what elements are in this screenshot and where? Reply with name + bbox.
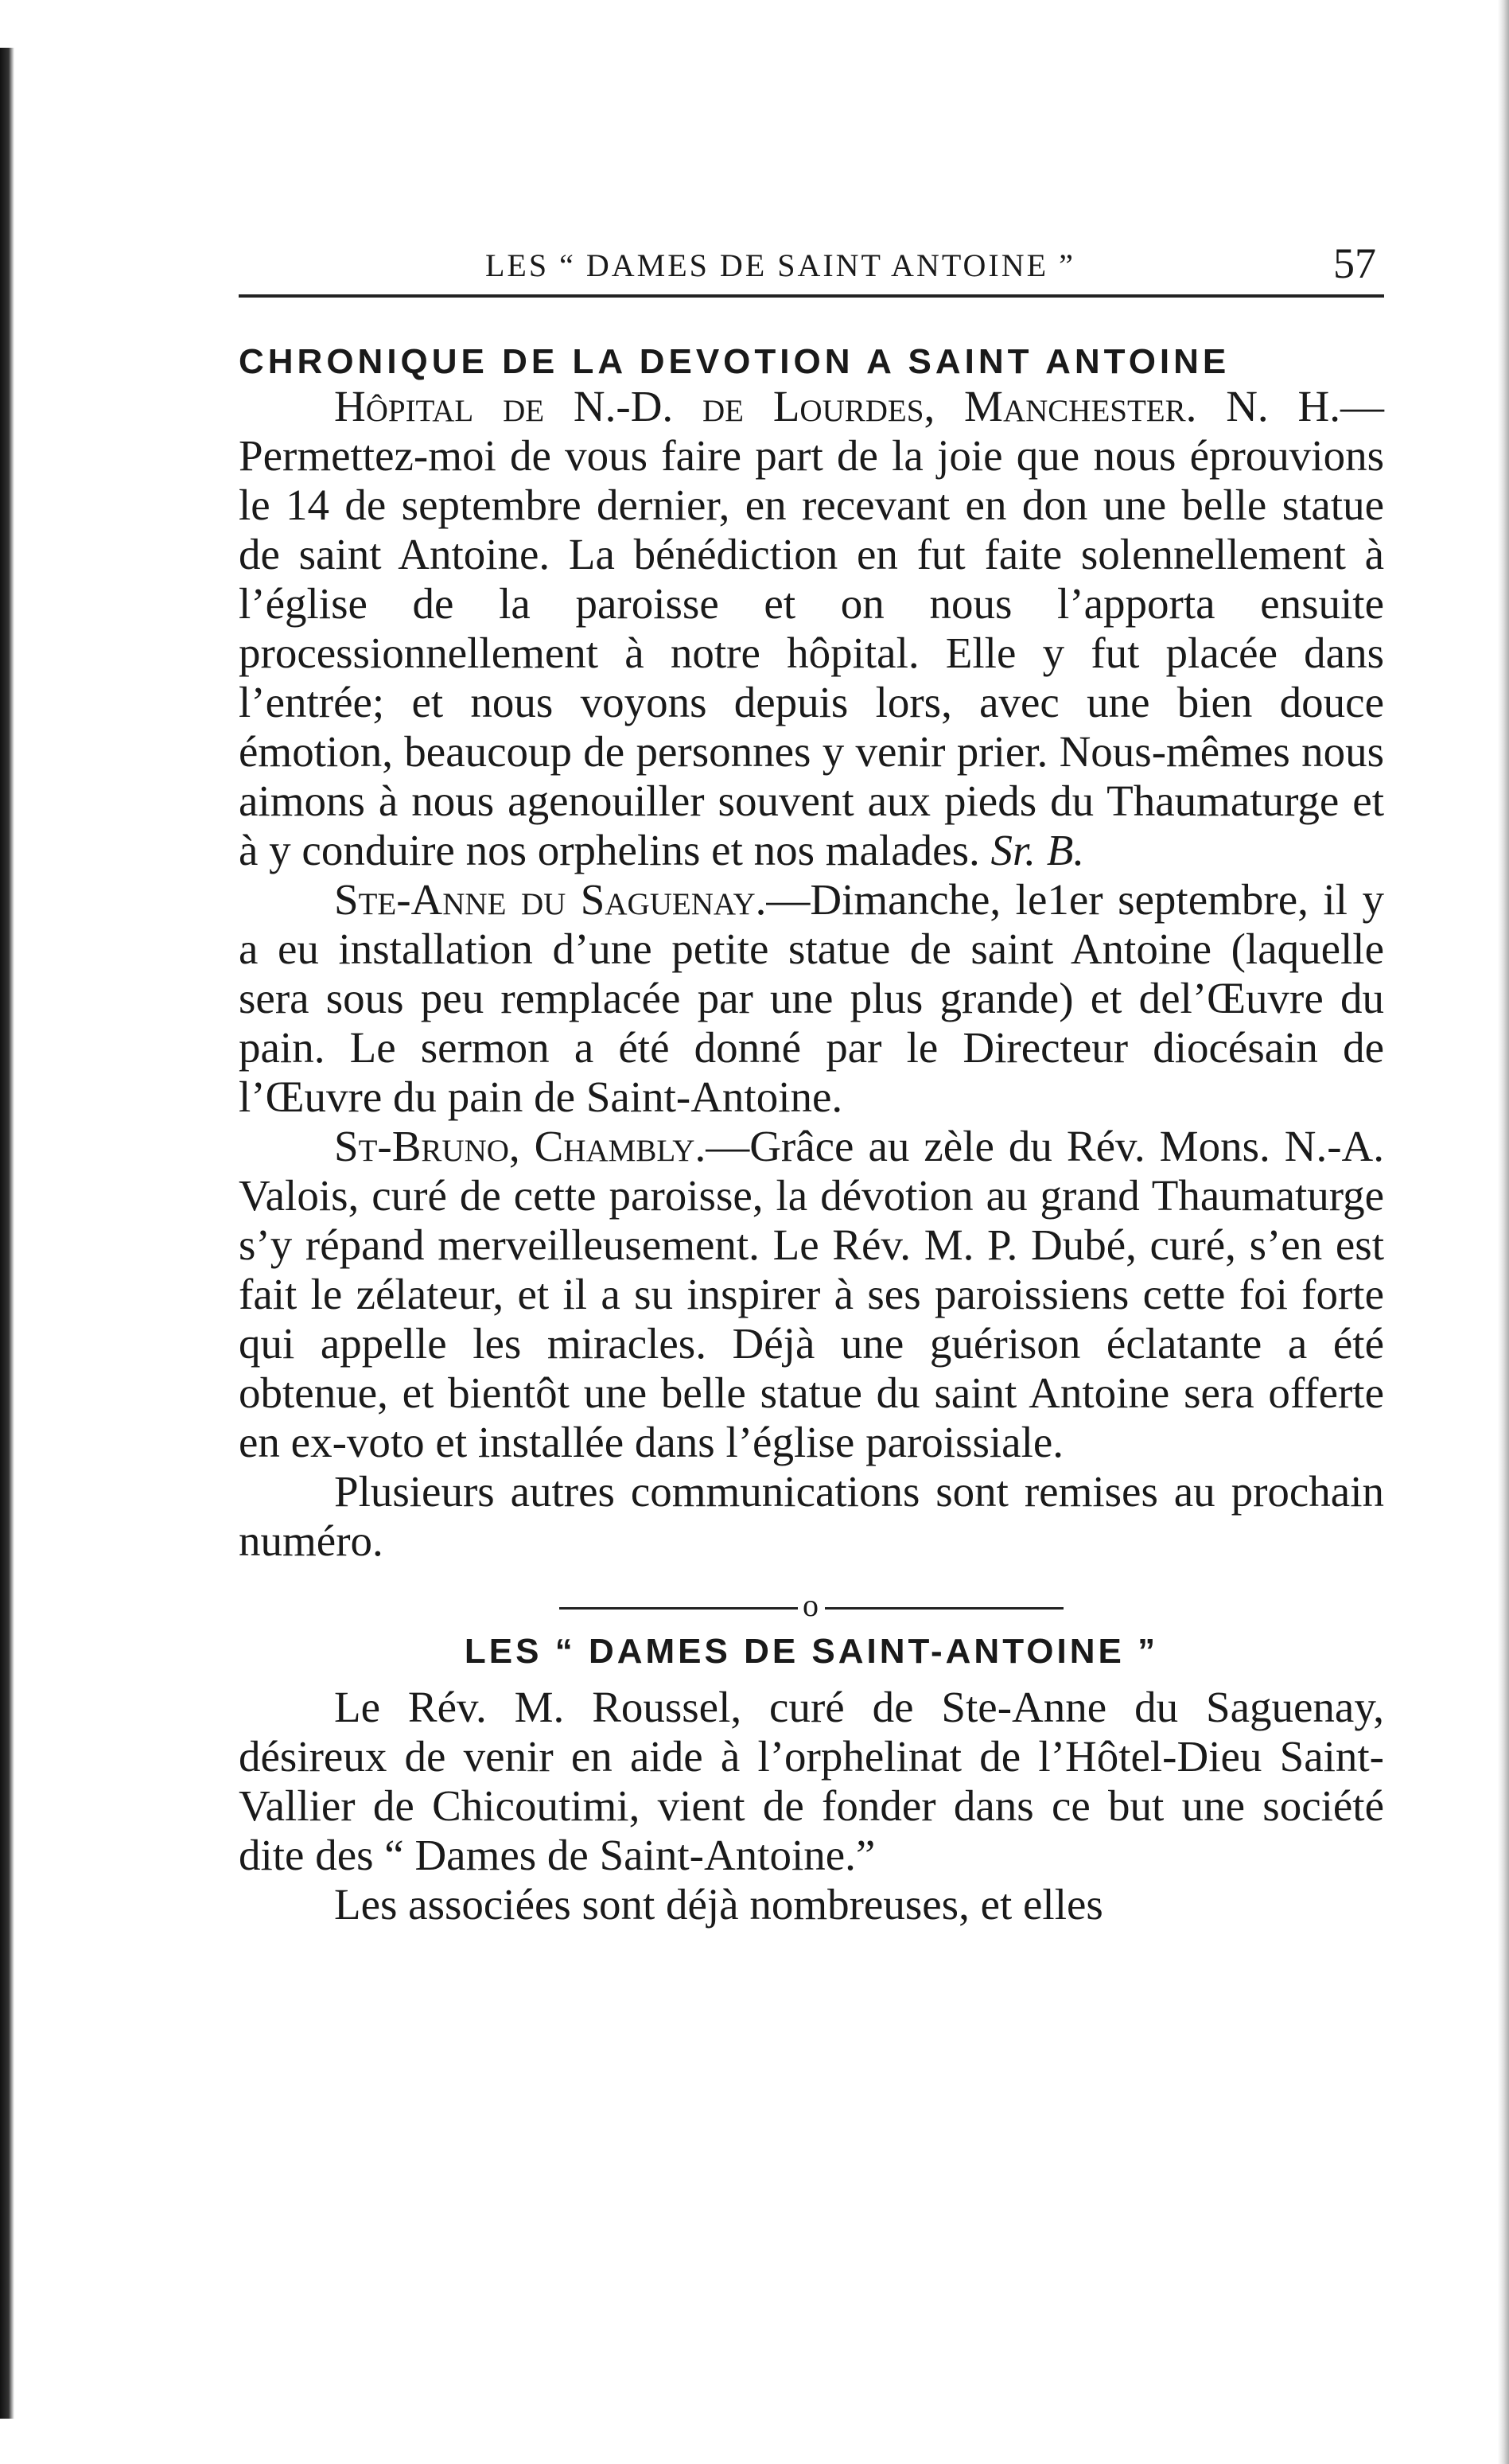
entry-text: —Grâce au zèle du Rév. Mons. N.-A. Valois, curé de cette paroisse, la dévotion au grand Thaumaturge s’y répand merveilleusement. Le Rév. M. P. Dubé, curé, s’en est fait le zélateur, et il a su inspirer à ses paroissiens cette foi forte qui appelle les miracles. Déjà une guérison éclatante a été obtenue, et bientôt une belle statue du saint Antoine sera offerte en ex-voto et installée dans l’église paroissiale. [239, 1122, 1384, 1466]
dames-paragraph: Le Rév. M. Roussel, curé de Ste-Anne du Saguenay, désireux de venir en aide à l’orphelinat de l’Hôtel-Dieu Saint-Vallier de Chicoutimi, vient de fonder dans ce but une société dite des “ Dames de Saint-Antoine.” [239, 1683, 1384, 1879]
page-number: 57 [1333, 239, 1376, 287]
divider-rule-right [825, 1607, 1064, 1610]
divider-mark: o [803, 1587, 820, 1623]
divider-rule-left [559, 1607, 798, 1610]
entry-saguenay [239, 875, 1384, 1122]
chronique-closing: Plusieurs autres communications sont remises au prochain numéro. [239, 1467, 1384, 1565]
entry-place: Ste-Anne du Saguenay. [334, 875, 767, 924]
dames-title: LES “ DAMES DE SAINT-ANTOINE ” [464, 1632, 1159, 1671]
page [239, 239, 1384, 1929]
dames-paragraph: Les associées sont déjà nombreuses, et elles [334, 1880, 1103, 1929]
entry-signature: Sr. B. [990, 826, 1085, 874]
section-divider [239, 1586, 1384, 1624]
entry-place: Hôpital de N.-D. de Lourdes, Manchester. N. H. [334, 382, 1340, 430]
chronique-title: CHRONIQUE DE LA DEVOTION A SAINT ANTOINE [239, 342, 1231, 381]
entry-text: —Dimanche, le1er septembre, il y a eu installation d’une petite statue de saint Antoine (laquelle sera sous peu remplacée par une plus grande) et del’Œuvre du pain. Le sermon a été donné par le Directeur diocésain de l’Œuvre du pain de Saint-Antoine. [239, 875, 1384, 1121]
scan-gutter-right [1498, 0, 1509, 2464]
entry-chambly [239, 1122, 1384, 1467]
entry-manchester [239, 382, 1384, 875]
entry-text: —Permettez-moi de vous faire part de la joie que nous éprouvions le 14 de septembre dernier, en recevant en don une belle statue de saint Antoine. La bénédiction en fut faite solennellement à l’église de la paroisse et on nous l’apporta ensuite processionnellement à notre hôpital. Elle y fut placée dans l’entrée; et nous voyons depuis lors, avec une bien douce émotion, beaucoup de personnes y venir prier. Nous-mêmes nous aimons à nous agenouiller souvent aux pieds du Thaumaturge et à y conduire nos orphelins et nos malades. [239, 382, 1384, 874]
running-head-title: LES “ DAMES DE SAINT ANTOINE ” [485, 247, 1075, 283]
scan-gutter-left [0, 48, 14, 2419]
running-head [239, 239, 1384, 298]
entry-place: St-Bruno, Chambly. [334, 1122, 706, 1170]
